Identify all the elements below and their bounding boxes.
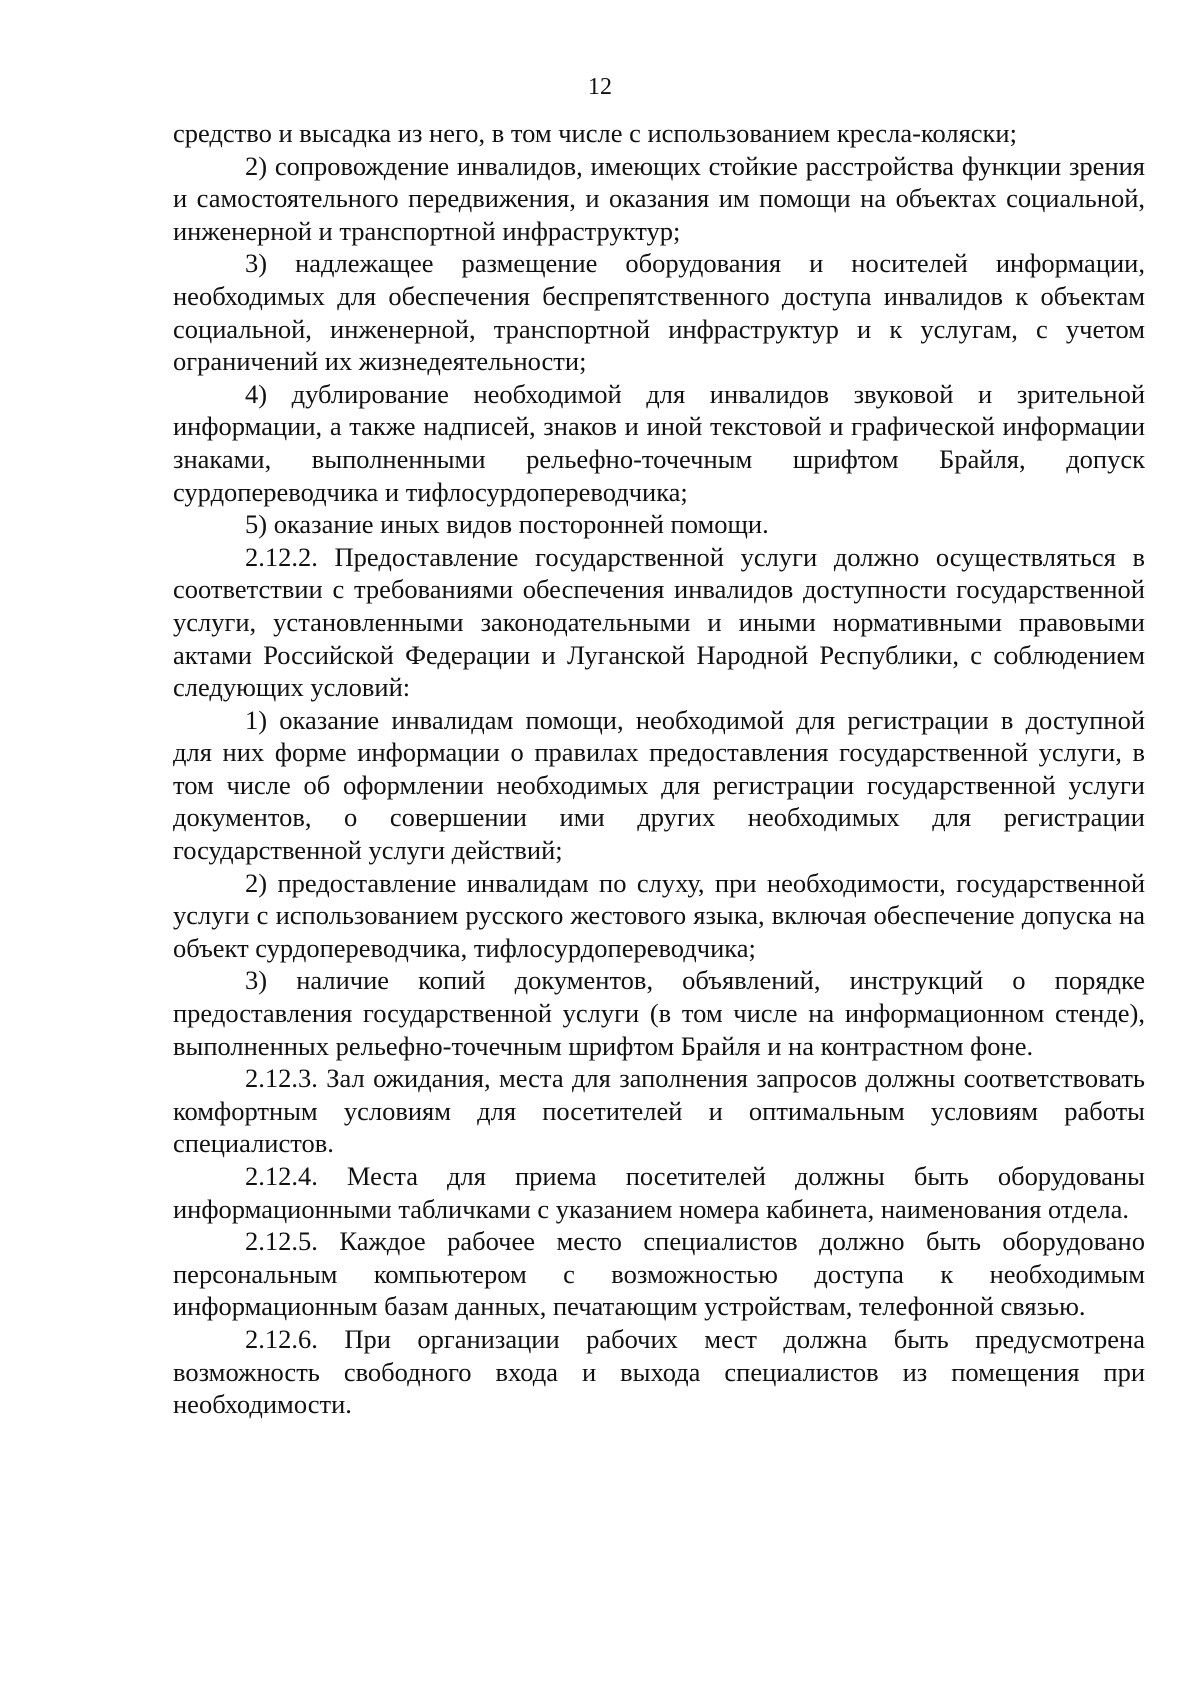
paragraph-item-5-other-help: 5) оказание иных видов посторонней помощи. (245, 509, 769, 540)
document-body (173, 117, 1145, 1421)
paragraph-2-12-3: 2.12.3. Зал ожидания, места для заполнения запросов должны соответствовать комфортным условиям для посетителей и оптимальным условиям работы специалистов. (173, 1063, 1145, 1159)
paragraph-2-12-2: 2.12.2. Предоставление государственной услуги должно осуществляться в соответствии с требованиями обеспечения инвалидов доступности государственной услуги, установленными законодательными и иными нормативными правовыми актами Российской Федерации и Луганской Народной Республики, с соблюдением следующих условий: (173, 541, 1145, 703)
paragraph-continuation: средство и высадка из него, в том числе с использованием кресла-коляски; (173, 118, 1017, 148)
paragraph-2-12-2-item-2: 2) предоставление инвалидам по слуху, при необходимости, государственной услуги с использованием русского жестового языка, включая обеспечение допуска на объект сурдопереводчика, тифлосурдопереводчика; (173, 867, 1145, 963)
paragraph-2-12-5: 2.12.5. Каждое рабочее место специалистов должно быть оборудовано персональным компьютером с возможностью доступа к необходимым информационным базам данных, печатающим устройствам, телефонной связью. (173, 1226, 1145, 1322)
paragraph-2-12-4: 2.12.4. Места для приема посетителей должны быть оборудованы информационными табличками с указанием номера кабинета, наименования отдела. (173, 1161, 1145, 1224)
paragraph-2-12-2-item-3: 3) наличие копий документов, объявлений, инструкций о порядке предоставления государственной услуги (в том числе на информационном стенде), выполненных рельефно-точечным шрифтом Брайля и на контрастном фоне. (173, 965, 1145, 1061)
paragraph-item-3-placement: 3) надлежащее размещение оборудования и носителей информации, необходимых для обеспечения беспрепятственного доступа инвалидов к объектам социальной, инженерной, транспортной инфраструктур и к услугам, с учетом ограничений их жизнедеятельности; (173, 248, 1145, 377)
paragraph-2-12-6: 2.12.6. При организации рабочих мест должна быть предусмотрена возможность свободного входа и выхода специалистов из помещения при необходимости. (173, 1323, 1145, 1420)
paragraph-item-4-duplication: 4) дублирование необходимой для инвалидов звуковой и зрительной информации, а также надписей, знаков и иной текстовой и графической информации знаками, выполненными рельефно-точечным шрифтом Брайля, допуск сурдопереводчика и тифлосурдопереводчика; (173, 378, 1145, 507)
page-number: 12 (588, 74, 612, 100)
paragraph-2-12-2-item-1: 1) оказание инвалидам помощи, необходимой для регистрации в доступной для них форме информации о правилах предоставления государственной услуги, в том числе об оформлении необходимых для регистрации государственной услуги документов, о совершении ими других необходимых для регистрации государственной услуги действий; (173, 704, 1145, 866)
paragraph-item-2-escort: 2) сопровождение инвалидов, имеющих стойкие расстройства функции зрения и самостоятельного передвижения, и оказания им помощи на объектах социальной, инженерной и транспортной инфраструктур; (173, 150, 1145, 246)
